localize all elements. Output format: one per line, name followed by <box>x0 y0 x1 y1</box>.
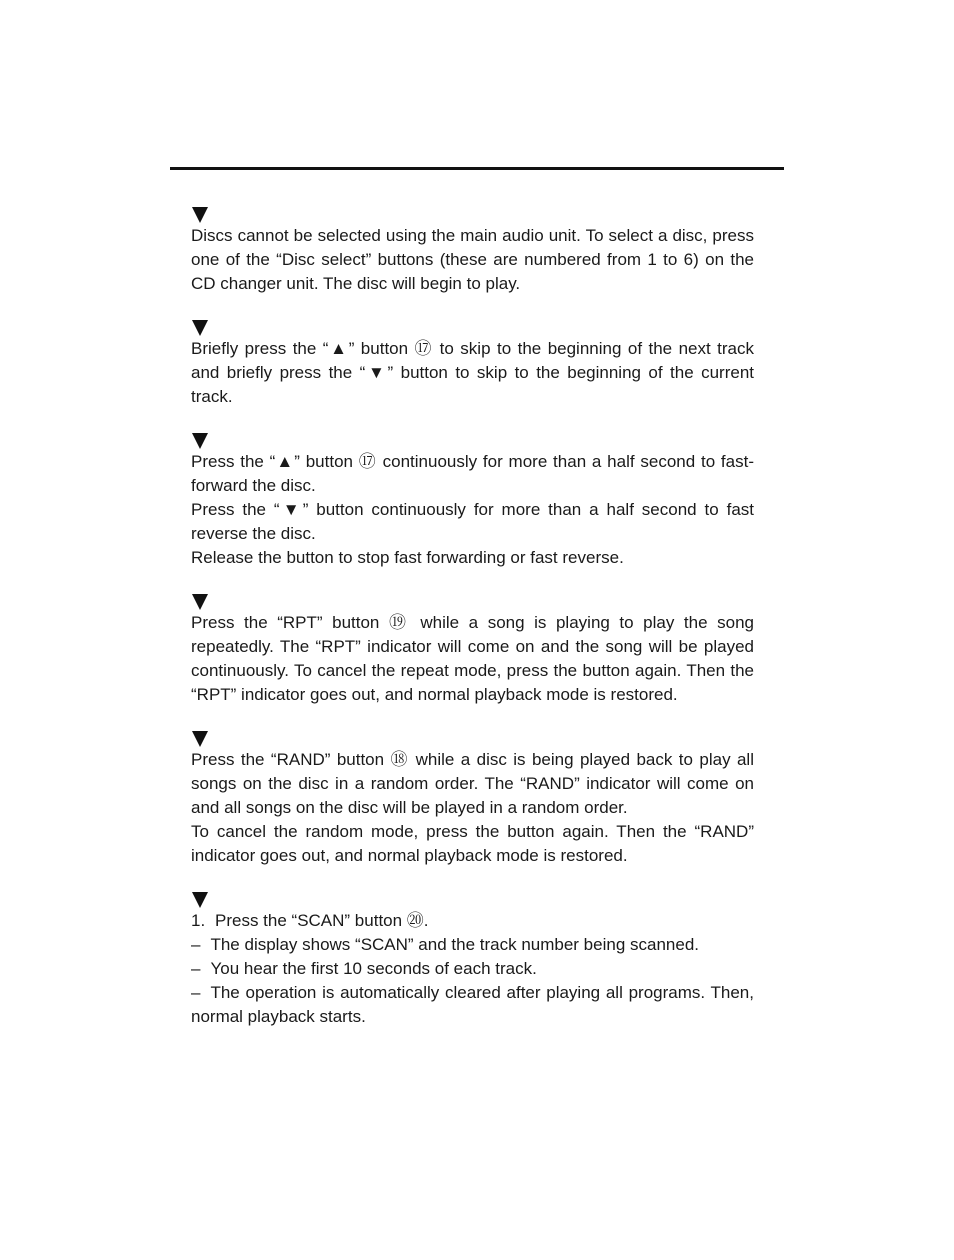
paragraph: Briefly press the “▲” button ⑰ to skip to the beginning of the next track and briefly press the “▼” button to skip to the beginning of the current track. <box>191 339 754 406</box>
down-triangle-icon <box>191 200 754 224</box>
down-triangle-icon <box>191 885 754 909</box>
paragraph: Release the button to stop fast forwarding or fast reverse. <box>191 548 624 567</box>
paragraph: Press the “▲” button ⑰ continuously for more than a half second to fast-forward the disc. <box>191 452 754 495</box>
paragraph: Press the “▼” button continuously for more than a half second to fast reverse the disc. <box>191 500 754 543</box>
step-text: Press the “SCAN” button ⑳. <box>215 911 429 930</box>
dash-marker: – <box>191 935 201 954</box>
manual-content <box>191 200 754 1046</box>
section-scan <box>191 885 754 1029</box>
scan-bullet <box>191 957 754 981</box>
dash-marker: – <box>191 959 201 978</box>
section-track-skip <box>191 313 754 409</box>
scan-step <box>191 909 754 933</box>
paragraph: Press the “RPT” button ⑲ while a song is playing to play the song repeatedly. The “RPT” indicator will come on and the song will be played continuously. To cancel the repeat mode, press the button again. Then the “RPT” indicator goes out, and normal playback mode is restored. <box>191 613 754 704</box>
dash-marker: – <box>191 983 201 1002</box>
paragraph: To cancel the random mode, press the button again. Then the “RAND” indicator goes out, and normal playback mode is restored. <box>191 822 754 865</box>
down-triangle-icon <box>191 724 754 748</box>
section-disc-select <box>191 200 754 296</box>
down-triangle-icon <box>191 587 754 611</box>
down-triangle-icon <box>191 313 754 337</box>
section-repeat <box>191 587 754 707</box>
header-rule <box>170 167 784 170</box>
bullet-text: The display shows “SCAN” and the track number being scanned. <box>210 935 699 954</box>
bullet-text: The operation is automatically cleared after playing all programs. Then, normal playback starts. <box>191 983 754 1026</box>
down-triangle-icon <box>191 426 754 450</box>
paragraph: Press the “RAND” button ⑱ while a disc is being played back to play all songs on the disc in a random order. The “RAND” indicator will come on and all songs on the disc will be played in a random order. <box>191 750 754 817</box>
paragraph: Discs cannot be selected using the main audio unit. To select a disc, press one of the “Disc select” buttons (these are numbered from 1 to 6) on the CD changer unit. The disc will begin to play. <box>191 226 754 293</box>
bullet-text: You hear the first 10 seconds of each track. <box>210 959 537 978</box>
section-fast-forward-reverse <box>191 426 754 570</box>
scan-bullet <box>191 933 754 957</box>
section-random <box>191 724 754 868</box>
step-number: 1. <box>191 911 206 930</box>
scan-bullet <box>191 981 754 1029</box>
